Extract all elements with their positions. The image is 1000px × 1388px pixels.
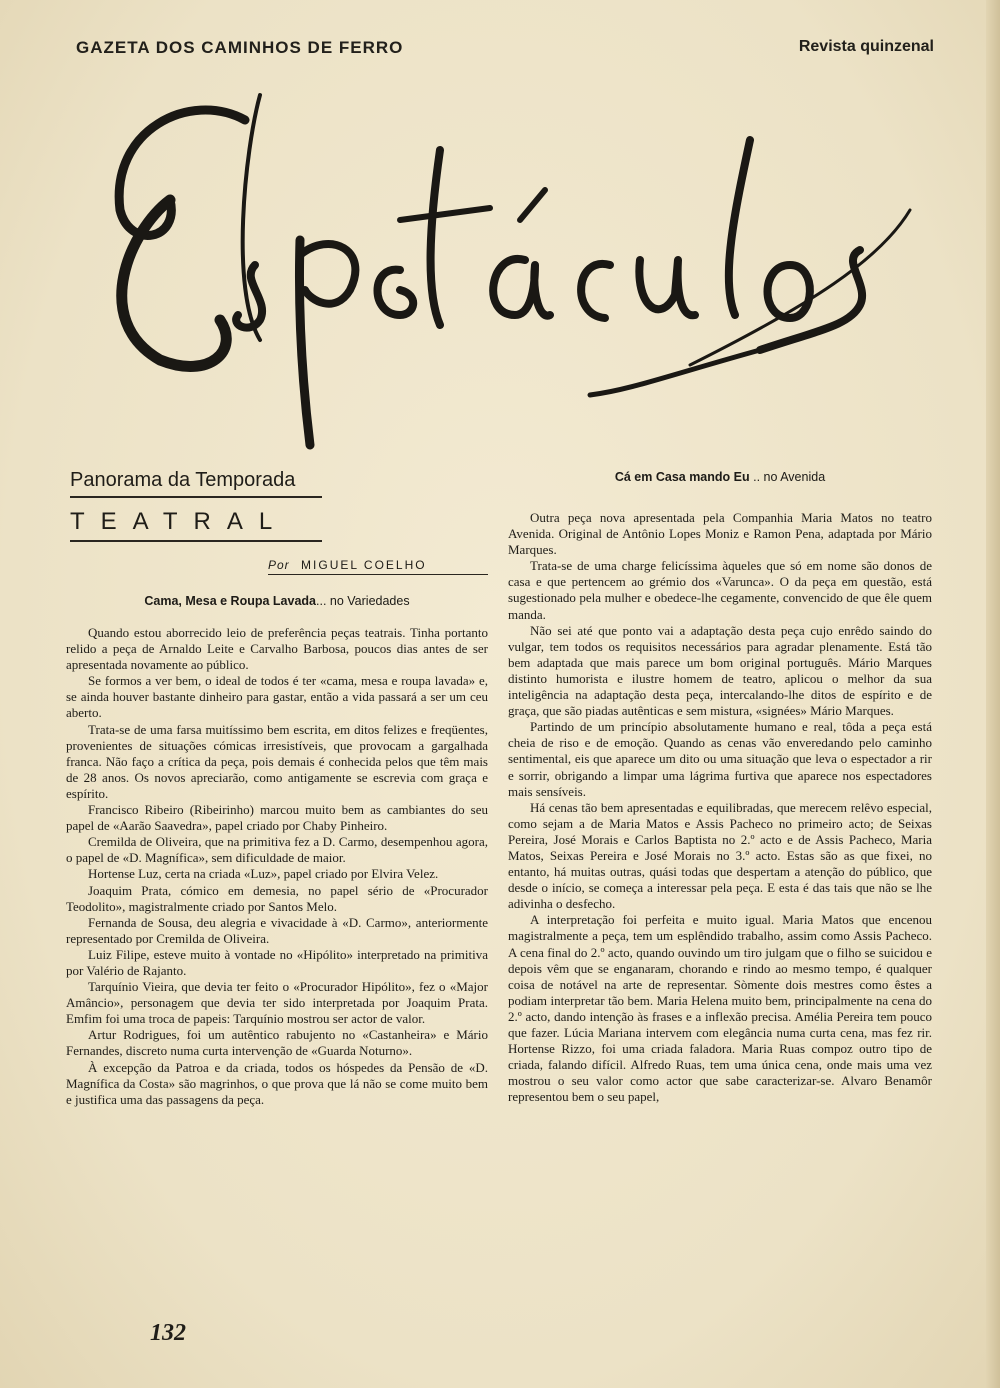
paragraph: Trata-se de uma farsa muitíssimo bem escrita, em ditos felizes e freqüentes, provenientes de situações cómicas irresistíveis, que provocam a gargalhada franca. Não faço a crítica da peça, pois demais é conhecida pelos que têm mais de 28 anos. Os novos apreciarão, como antigamente se escrevia com graça e espírito. bbox=[66, 721, 488, 801]
section2-title-main: Cá em Casa mando Eu bbox=[614, 470, 750, 484]
paragraph: Fernanda de Sousa, deu alegria e vivacidade à «D. Carmo», anteriormente representado por Cremilda de Oliveira. bbox=[66, 914, 488, 946]
paragraph: Joaquim Prata, cómico em demesia, no papel sério de «Procurador Teodolito», magistralmente criado por Santos Melo. bbox=[66, 882, 488, 914]
paragraph: Luiz Filipe, esteve muito à vontade no «Hipólito» interpretado na primitiva por Valério de Rajanto. bbox=[66, 946, 488, 978]
publication-title: GAZETA DOS CAMINHOS DE FERRO bbox=[76, 38, 404, 57]
section1-title-main: Cama, Mesa e Roupa Lavada bbox=[144, 594, 316, 608]
article-column-left bbox=[66, 625, 488, 1108]
paragraph: Outra peça nova apresentada pela Companhia Maria Matos no teatro Avenida. Original de Antônio Lopes Moniz e Ramon Pena, adaptada por Mário Marques. bbox=[508, 510, 932, 558]
paragraph: Cremilda de Oliveira, que na primitiva fez a D. Carmo, desempenhou agora, o papel de «D. Magnífica», sem dificuldade de maior. bbox=[66, 834, 488, 866]
paragraph: Tarquínio Vieira, que devia ter feito o «Procurador Hipólito», fez o «Major Amâncio», personagem que devia ter sido interpretada por Joaquim Prata. Emfim foi uma troca de papeis: Tarquínio mostrou ser actor de valor. bbox=[66, 979, 488, 1027]
page-edge bbox=[986, 0, 1000, 1388]
article-column-right bbox=[508, 510, 932, 1105]
heading-panorama: Panorama da Temporada bbox=[70, 469, 322, 498]
byline-prefix: Por bbox=[268, 558, 290, 572]
paragraph: Francisco Ribeiro (Ribeirinho) marcou muito bem as cambiantes do seu papel de «Aarão Saavedra», papel criado por Chaby Pinheiro. bbox=[66, 802, 488, 834]
espetaculos-calligraphy-title bbox=[70, 90, 950, 460]
paragraph: Há cenas tão bem apresentadas e equilibradas, que merecem relêvo especial, como sejam a de Maria Matos e Assis Pacheco no primeiro acto; de Seixas Pereira, José Morais e Carlos Baptista no 2.º acto e de Assis Pacheco, Maria Matos, Seixas Pereira e José Morais no 3.º acto. Estas são as que fixei, no entanto, há muitas outras, quási todas que despertam a atenção do público, que desde o início, se começa a interessar pela peça. E esta é das tais que não se lhe adivinha o desfecho. bbox=[508, 799, 932, 912]
paragraph: Artur Rodrigues, foi um autêntico rabujento no «Castanheira» e Mário Fernandes, discreto numa curta intervenção de «Guarda Noturno». bbox=[66, 1027, 488, 1059]
paragraph: A interpretação foi perfeita e muito igual. Maria Matos que encenou magistralmente a peça, tem um esplêndido trabalho, assim como Assis Pacheco. A cena final do 2.º acto, quando ouvindo um tiro julgam que o filho se suicidou e depois vêm que se enganaram, chorando e rindo ao mesmo tempo, é qualquer coisa de notável na arte de representar. Sòmente dois mestres como êstes a podiam interpretar tão bem. Maria Helena muito bem, principalmente na cena do 2.º acto, dando intenção às frases e a inflexão precisa. Amélia Pereira tem pouco que fazer. Lúcia Mariana intervem com elegância numa curta cena, mas fez rir. Hortense Rizzo, foi uma criada faladora. Maria Ruas compoz outro tipo de criada, falando difícil. Alfredo Ruas, tem uma única cena, onde mais uma vez mostrou o seu valor como actor que sabe caracterizar-se. Alvaro Benamôr representou bem o seu papel, bbox=[508, 912, 932, 1105]
paragraph: Quando estou aborrecido leio de preferência peças teatrais. Tinha portanto relido a peça de Arnaldo Leite e Carvalho Barbosa, poucos dias antes de ser apresentada novamente ao público. bbox=[66, 625, 488, 673]
paragraph: Partindo de um princípio absolutamente humano e real, tôda a peça está cheia de riso e de emoção. Quando as cenas vão enveredando pelo caminho sentimental, eis que aparece um dito ou uma situação que leva o espectador a rir e sorrir, obrigando a limpar uma lágrima furtiva que aparece nos espectadores mais sensíveis. bbox=[508, 719, 932, 799]
byline-author: MIGUEL COELHO bbox=[301, 558, 427, 572]
byline bbox=[268, 558, 488, 575]
section2-title bbox=[508, 470, 932, 484]
publication-frequency: Revista quinzenal bbox=[798, 38, 934, 55]
section1-title bbox=[66, 594, 488, 608]
paragraph: Não sei até que ponto vai a adaptação desta peça cujo enrêdo saindo do vulgar, tem todos os requisitos necessários para agradar plenamente. Está tão bem adaptada que mais parece um bom original português. Mário Marques distinto humorista e ilustre homem de teatro, aplicou o melhor da sua inteligência na adaptação desta peça, intercalando-lhe ditos de espírito e de graça, que são piadas autênticas e sem mistura, «signées» Mário Marques. bbox=[508, 622, 932, 719]
paragraph: Se formos a ver bem, o ideal de todos é ter «cama, mesa e roupa lavada» e, se ainda houver bastante dinheiro para gastar, então a vida passará a ser um ceu aberto. bbox=[66, 673, 488, 721]
paragraph: Hortense Luz, certa na criada «Luz», papel criado por Elvira Velez. bbox=[88, 866, 439, 882]
section2-title-venue: .. no Avenida bbox=[753, 470, 826, 484]
page-number: 132 bbox=[150, 1320, 186, 1346]
paragraph: Trata-se de uma charge felicíssima àqueles que só em nome são donos de casa e que pertencem ao grémio dos «Varunca». O da peça em questão, está sugestionado pela mulher e obedece-lhe cegamente, convencido de que êle quem manda. bbox=[508, 558, 932, 622]
heading-teatral: TEATRAL bbox=[70, 508, 322, 542]
paragraph: À excepção da Patroa e da criada, todos os hóspedes da Pensão de «D. Magnífica da Costa» são magrinhos, o que prova que lá não se come muito bem e justifica uma das passagens da peça. bbox=[66, 1059, 488, 1107]
section1-title-venue: ... no Variedades bbox=[316, 594, 410, 608]
